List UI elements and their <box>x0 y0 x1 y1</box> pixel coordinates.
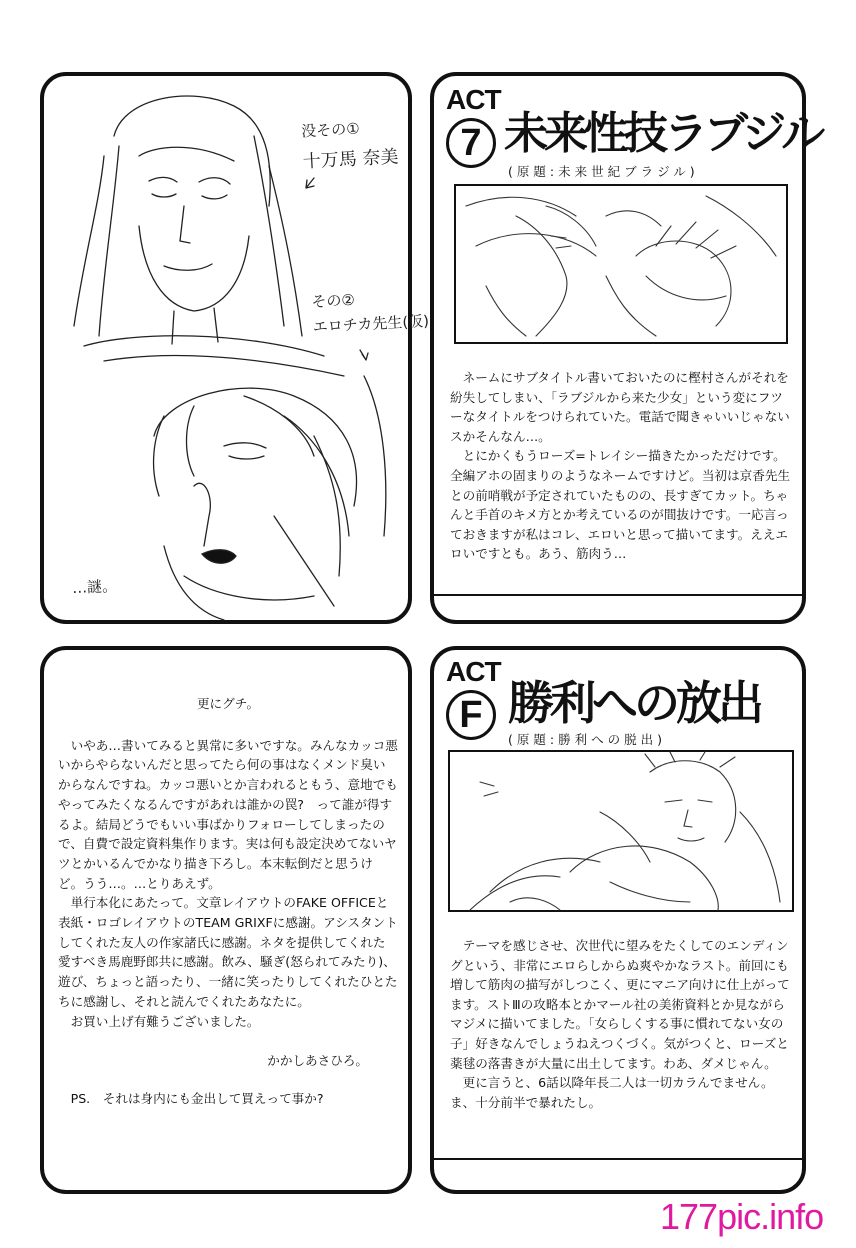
afterword-paragraph: いやあ…書いてみると異常に多いですな。みんなカッコ悪いからやらないんだと思ってたら何の事はなくメンド臭いからなんですね。カッコ悪いとか言われるともう、意地でもやってみたくなるんですがあれは誰かの罠? って誰が得するよ。結局どうでもいい事ばかりフォローしてしまったので、自費で設定資料集作ります。実は何も設定決めてないヤツとかいるんでかなり描き下ろし。本末転倒だと思うけど。うう…。…とりあえず。 <box>58 737 398 891</box>
act7-act-label: ACT <box>446 84 501 115</box>
sketch-note-1 <box>301 116 399 174</box>
afterword-panel <box>40 646 412 1194</box>
actF-number-badge: F <box>446 690 496 740</box>
act7-sketch-frame <box>454 184 788 344</box>
sketch-note-2-label: その② <box>310 290 356 312</box>
actF-sketch-frame <box>448 750 794 912</box>
sketch-note-2 <box>311 285 430 337</box>
act7-subtitle: (原題:未来世紀ブラジル) <box>508 164 699 179</box>
act7-number-badge: 7 <box>446 118 496 168</box>
actF-subtitle: (原題:勝利への脱出) <box>508 732 666 747</box>
afterword-heading: 更にグチ。 <box>196 696 260 711</box>
act7-sketch-illustration <box>456 186 786 342</box>
act7-paragraph: ネームにサブタイトル書いておいたのに樫村さんがそれを紛失してしまい、「ラブジルから来た少女」という変にフツーなタイトルをつけられていた。電話で聞きゃいいじゃないスかそんなん…。 <box>450 370 790 444</box>
actF-bottom-rule <box>434 1158 802 1160</box>
sketch-note-1-label: 没その① <box>300 119 361 141</box>
act7-paragraph: とにかくもうローズ=トレイシー描きたかっただけです。全編アホの固まりのようなネームですけど。当初は京香先生との前哨戦が予定されていたものの、長すぎてカット。ちゃんと手首のキメ方とか考えているのが間抜けです。一応言っておきますが私はコレ、エロいと思って描いてます。ええエロいですとも。あう、筋肉う… <box>450 448 791 562</box>
afterword-signature: かかしあさひろ。 <box>267 1053 368 1069</box>
sketch-panel <box>40 72 430 624</box>
actF-title: 勝利への放出 <box>508 676 760 730</box>
actF-act-label: ACT <box>446 656 501 687</box>
sketch-note-1-name: 十万馬 奈美 <box>302 146 400 173</box>
site-watermark: 177pic.info <box>660 1196 824 1237</box>
act7-bottom-rule <box>434 594 802 596</box>
sketch-note-3: …謎。 <box>71 576 118 598</box>
afterword-text <box>58 694 398 1109</box>
actF-sketch-illustration <box>450 752 792 910</box>
actF-paragraph: テーマを感じさせ、次世代に望みをたくしてのエンディングという、非常にエロらしからぬ爽やかなラスト。前回にも増して筋肉の描写がしつこく、更にマニア向けに仕上がってます。ストⅢの攻略本とかマール社の美術資料とか見ながらマジメに描いてました。「女らしくする事に慣れてない女の子」好きなんでしょうねえつくづく。気がつくと、ローズと薬毬の落書きが大量に出土してます。わあ、ダメじゃん。 <box>450 938 790 1071</box>
act7-commentary <box>450 368 792 564</box>
actF-paragraph: 更に言うと、6話以降年長二人は一切カラんでません。ま、十分前半で暴れたし。 <box>450 1075 774 1110</box>
act7-title: 未来性技ラブジル <box>504 108 822 159</box>
actF-panel <box>430 646 806 1194</box>
act7-panel <box>430 72 822 624</box>
afterword-paragraph: 単行本化にあたって。文章レイアウトのFAKE OFFICEと表紙・ロゴレイアウトのTEAM GRIXFに感謝。アシスタントしてくれた友人の作家諸氏に感謝。ネタを提供してくれた愛すべき馬鹿野郎共に感謝。飲み、騒ぎ(怒られてみたり)、遊び、ちょっと語ったり、一緒に笑ったりしてくれたひとたちに感謝し、それと読んでくれたあなたに。 <box>58 895 398 1009</box>
actF-commentary <box>450 936 792 1112</box>
afterword-postscript: PS. それは身内にも金出して買えって事か? <box>70 1090 324 1106</box>
sketch-note-2-name: エロチカ先生(仮) <box>312 311 430 337</box>
afterword-paragraph: お買い上げ有難うございました。 <box>70 1013 260 1029</box>
